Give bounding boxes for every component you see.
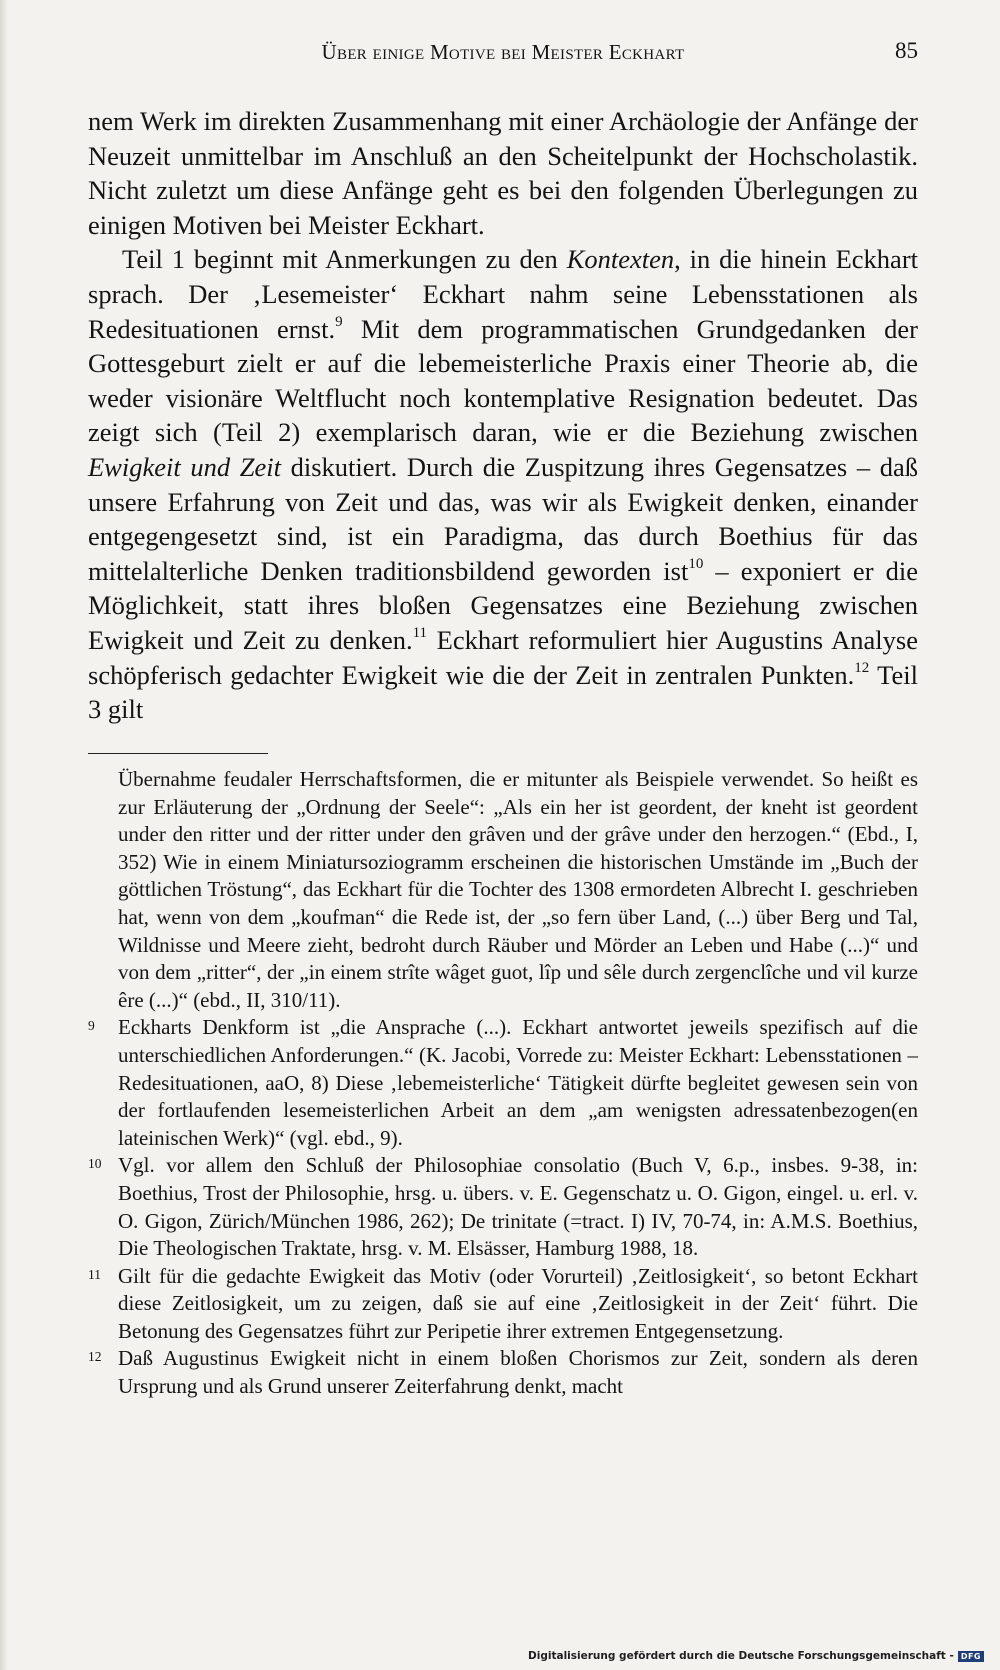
emphasis-kontexten: Kontexten (566, 244, 675, 275)
footnote-text: Gilt für die gedachte Ewigkeit das Motiv (oder Vorurteil) ‚Zeitlosigkeit‘, so betont Eckhart diese Zeitlosigkeit, um zu zeigen, daß sie auf eine ‚Zeitlosigkeit in der Zeit‘ führt. Die Betonung des Gegensatzes führt zur Peripetie ihrer extremen Entgegensetzung. (118, 1263, 918, 1343)
footnote-text: Übernahme feudaler Herrschaftsformen, die er mitunter als Beispiele verwendet. So heißt es zur Erläuterung der „Ordnung der Seele“: „Als ein her ist geordent, der kneht ist geordent under den ritter und der ritter under den grâven und der grâve under den herzogen.“ (Ebd., I, 352) Wie in einem Miniatursoziogramm erscheinen die historischen Umstände im „Buch der göttlichen Tröstung“, das Eckhart für die Tochter des 1308 ermordeten Albrecht I. geschrieben hat, wenn von dem „koufman“ die Rede ist, der „so fern über Land, (...) über Berg und Tal, Wildnisse und Meere zieht, bedroht durch Räuber und Mörder an Leben und Habe (...)“ und von dem „ritter“, der „in einem strîte wâget guot, lîp und sêle durch zergenclîche und vil kurze êre (...)“ (ebd., II, 310/11). (118, 767, 918, 1012)
emphasis-ewigkeit-und-zeit: Ewigkeit und Zeit (88, 451, 281, 482)
footnote-number: 9 (88, 1018, 95, 1034)
paragraph-1: nem Werk im direkten Zusammenhang mit einer Archäologie der Anfänge der Neuzeit unmittelbar im Anschluß an den Scheitelpunkt der Hochscholastik. Nicht zuletzt um diese Anfänge geht es bei den folgenden Überlegungen zu einigen Motiven bei Meister Eckhart. (88, 106, 918, 240)
text-span: diskutiert. Durch die Zuspitzung ihres Gegensatzes – daß unsere Erfahrung von Zeit und das, was wir als Ewigkeit denken, einander entgegengesetzt sind, ist ein Paradigma, das durch Boethius für das mittelalterliche Denken traditionsbildend geworden ist (88, 451, 918, 586)
body-text (88, 104, 918, 727)
text-span: Teil 3 gilt (88, 659, 918, 725)
footnote-number: 12 (88, 1349, 102, 1365)
digitization-credit (528, 1650, 984, 1662)
text-span: Teil 1 beginnt mit Anmerkungen zu den (122, 244, 567, 275)
footnote-continued (88, 766, 918, 1014)
text-span: Eckhart reformuliert hier Augustins Analyse schöpferisch gedachter Ewigkeit wie die der Zeit in zentralen Punkten. (88, 624, 918, 690)
page-number: 85 (895, 38, 918, 63)
text-span: Mit dem programmatischen Grundgedanken der Gottesgeburt zielt er auf die lebemeisterliche Praxis einer Theorie ab, die weder visionäre Weltflucht noch kontemplative Resignation bedeutet. Das zeigt sich (Teil 2) exemplarisch daran, wie er die Beziehung zwischen (88, 313, 918, 448)
footnote-ref-9[interactable]: 9 (335, 313, 343, 330)
footnote-12 (88, 1345, 918, 1400)
running-title: Über einige Motive bei Meister Eckhart (321, 40, 685, 64)
credit-text: Digitalisierung gefördert durch die Deutsche Forschungsgemeinschaft - (528, 1650, 954, 1662)
footnote-number: 10 (88, 1156, 102, 1172)
footnote-number: 11 (88, 1266, 101, 1282)
text-span: – exponiert er die Möglichkeit, statt ihres bloßen Gegensatzes eine Beziehung zwischen Ewigkeit und Zeit zu denken. (88, 555, 918, 655)
footnote-9 (88, 1014, 918, 1152)
footnote-ref-12[interactable]: 12 (854, 659, 870, 676)
footnote-rule (88, 753, 268, 754)
dfg-logo: DFG (958, 1651, 984, 1662)
page-header (88, 38, 918, 68)
footnote-10 (88, 1152, 918, 1262)
paragraph-2 (88, 242, 918, 726)
page-edge-shadow (0, 0, 8, 1670)
footnote-ref-10[interactable]: 10 (688, 555, 704, 572)
footnotes (88, 766, 918, 1401)
footnote-text: Eckharts Denkform ist „die Ansprache (...). Eckhart antwortet jeweils spezifisch auf die unterschiedlichen Anforderungen.“ (K. Jacobi, Vorrede zu: Meister Eckhart: Lebensstationen – Redesituationen, aaO, 8) Diese ‚lebemeisterliche‘ Tätigkeit dürfte begleitet gewesen sein von der fortlaufenden lesemeisterlichen Arbeit an dem „am wenigsten adressatenbezogen(en lateinischen Werk)“ (vgl. ebd., 9). (118, 1015, 918, 1150)
footnote-11 (88, 1263, 918, 1346)
footnote-ref-11[interactable]: 11 (412, 624, 428, 641)
footnote-text: Daß Augustinus Ewigkeit nicht in einem bloßen Chorismos zur Zeit, sondern als deren Ursprung und als Grund unserer Zeiterfahrung denkt, macht (118, 1346, 918, 1399)
text-span: , in die hinein Eckhart sprach. Der ‚Lesemeister‘ Eckhart nahm seine Lebensstationen als Redesituationen ernst. (88, 244, 919, 344)
footnote-text: Vgl. vor allem den Schluß der Philosophiae consolatio (Buch V, 6.p., insbes. 9-38, in: Boethius, Trost der Philosophie, hrsg. u. übers. v. E. Gegenschatz u. O. Gigon, eingel. u. erl. v. O. Gigon, Zürich/München 1986, 262); De trinitate (=tract. I) IV, 70-74, in: A.M.S. Boethius, Die Theologischen Traktate, hrsg. v. M. Elsässer, Hamburg 1988, 18. (118, 1153, 918, 1261)
